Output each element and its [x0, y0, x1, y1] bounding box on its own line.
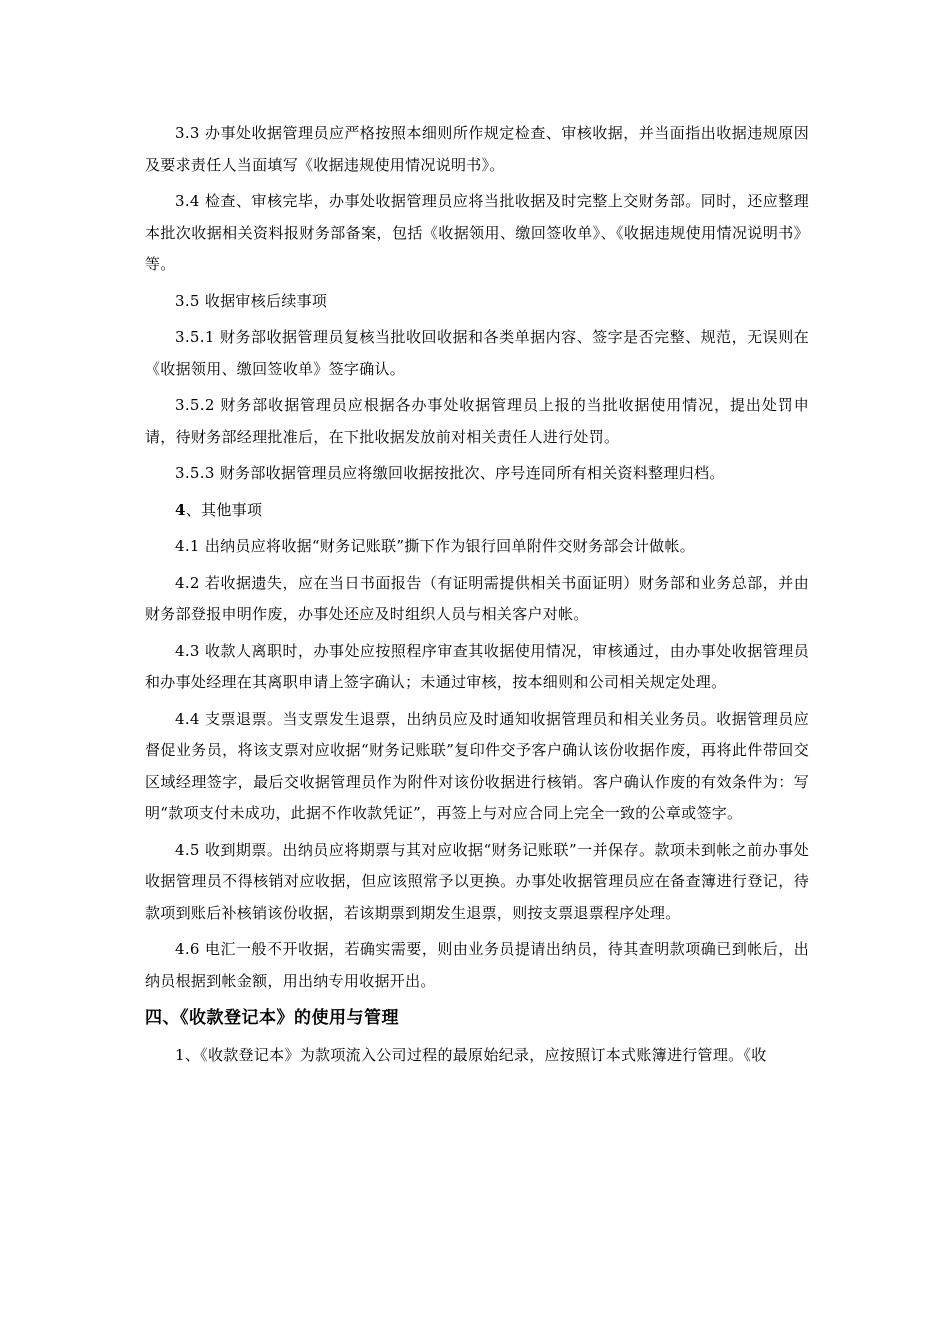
paragraph-iv-1: 1、《收款登记本》为款项流入公司过程的最原始纪录，应按照订本式账簿进行管理。《收 [175, 1046, 767, 1064]
paragraph-4-5: 4.5 收到期票。出纳员应将期票与其对应收据“财务记账联”一并保存。款项未到帐之前办事处收据管理员不得核销对应收据，但应该照常予以更换。办事处收据管理员应在备查簿进行登记，待款项到账后补核销该份收据，若该期票到期发生退票，则按支票退票程序处理。 [145, 840, 809, 922]
section-4-number: 4 [175, 500, 186, 519]
section-4-title [145, 495, 809, 527]
document-body [145, 118, 809, 1077]
paragraph-4-1: 4.1 出纳员应将收据“财务记账联”撕下作为银行回单附件交财务部会计做帐。 [175, 537, 696, 555]
paragraph-4-6: 4.6 电汇一般不开收据，若确实需要，则由业务员提请出纳员，待其查明款项确已到帐后，出纳员根据到帐金额，用出纳专用收据开出。 [145, 940, 809, 990]
section-heading-4: 四、《收款登记本》的使用与管理 [145, 1008, 399, 1028]
paragraph-4-4: 4.4 支票退票。当支票发生退票，出纳员应及时通知收据管理员和相关业务员。收据管理员应督促业务员，将该支票对应收据“财务记账联”复印件交予客户确认该份收据作废，再将此件带回交区域经理签字，最后交收据管理员作为附件对该份收据进行核销。客户确认作废的有效条件为：写明“款项支付未成功，此据不作收款凭证”，再签上与对应合同上完全一致的公章或签字。 [145, 709, 809, 822]
section-4-label: 、其他事项 [185, 500, 263, 519]
paragraph-3-5-1: 3.5.1 财务部收据管理员复核当批收回收据和各类单据内容、签字是否完整、规范，无误则在《收据领用、缴回签收单》签字确认。 [145, 328, 809, 378]
paragraph-4-3: 4.3 收款人离职时，办事处应按照程序审查其收据使用情况，审核通过，由办事处收据管理员和办事处经理在其离职申请上签字确认；未通过审核，按本细则和公司相关规定处理。 [145, 641, 809, 691]
paragraph-3-5: 3.5 收据审核后续事项 [175, 291, 328, 310]
paragraph-3-5-2: 3.5.2 财务部收据管理员应根据各办事处收据管理员上报的当批收据使用情况，提出处罚申请，待财务部经理批准后，在下批收据发放前对相关责任人进行处罚。 [145, 396, 809, 446]
paragraph-3-3: 3.3 办事处收据管理员应严格按照本细则所作规定检查、审核收据，并当面指出收据违规原因及要求责任人当面填写《收据违规使用情况说明书》。 [145, 124, 809, 174]
paragraph-4-2: 4.2 若收据遗失，应在当日书面报告（有证明需提供相关书面证明）财务部和业务总部，并由财务部登报申明作废，办事处还应及时组织人员与相关客户对帐。 [145, 573, 809, 623]
paragraph-3-5-3: 3.5.3 财务部收据管理员应将缴回收据按批次、序号连同所有相关资料整理归档。 [175, 464, 725, 482]
paragraph-3-4: 3.4 检查、审核完毕，办事处收据管理员应将当批收据及时完整上交财务部。同时，还应整理本批次收据相关资料报财务部备案，包括《收据领用、缴回签收单》、《收据违规使用情况说明书》等。 [145, 192, 809, 273]
